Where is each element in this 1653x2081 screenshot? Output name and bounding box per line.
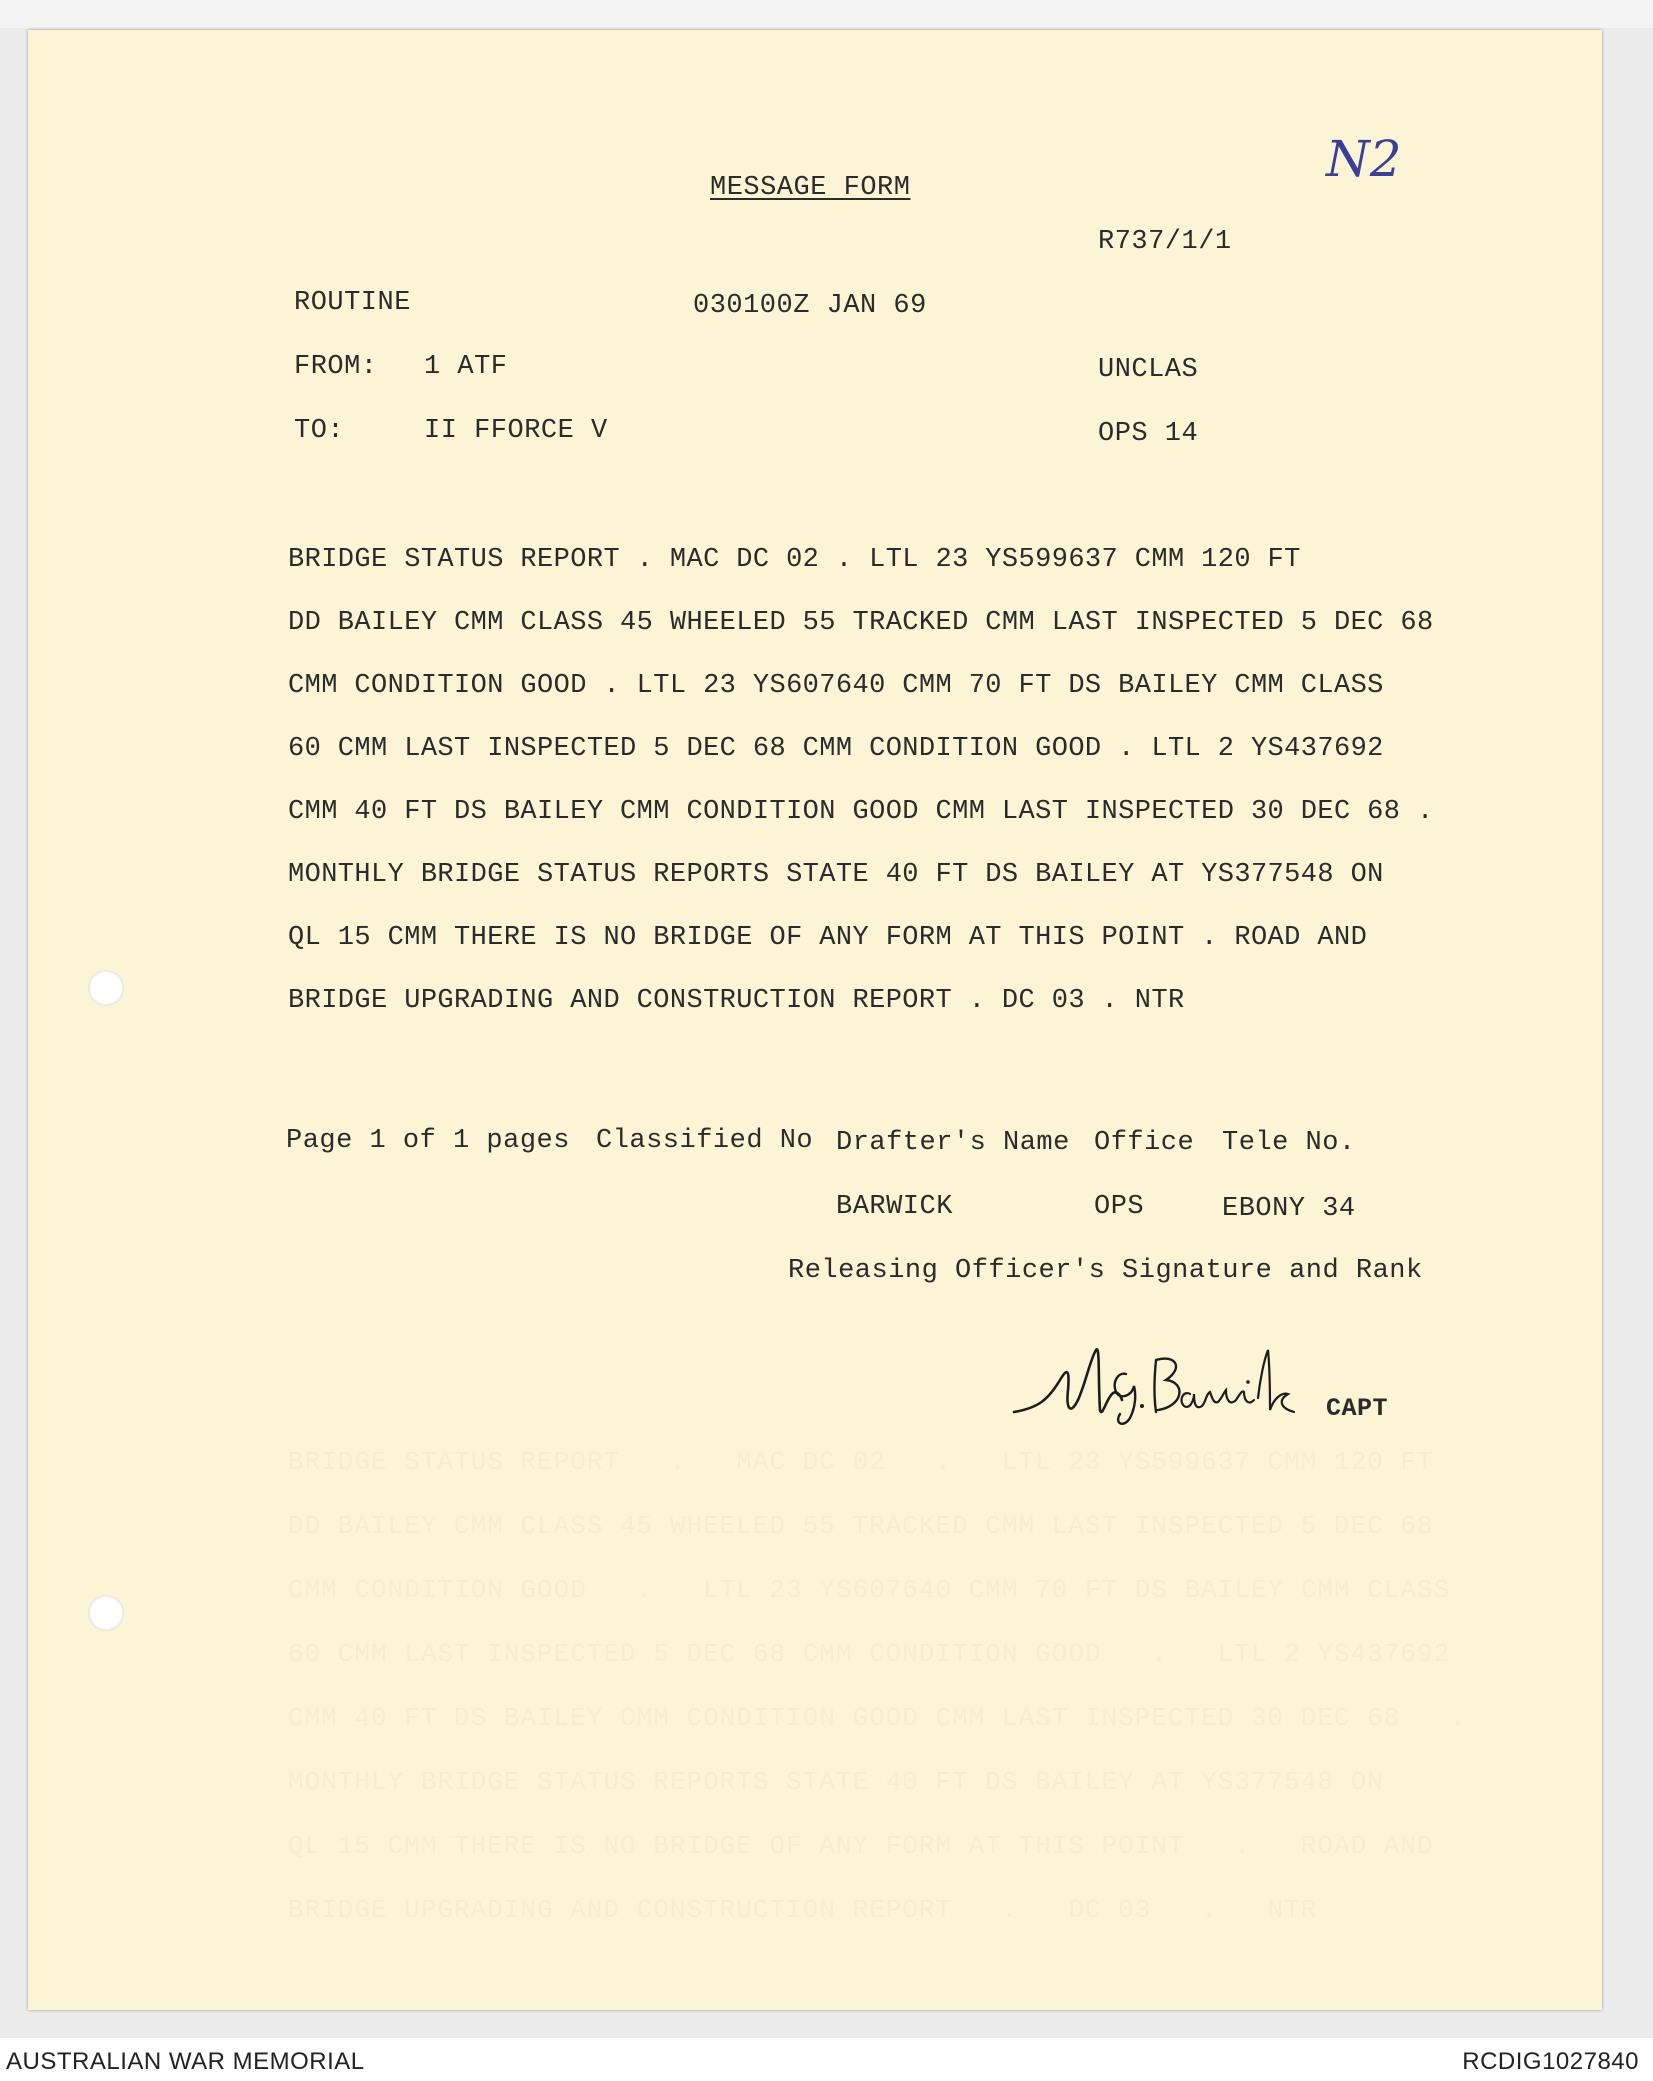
classification: UNCLAS: [1098, 355, 1199, 385]
message-body-line: MONTHLY BRIDGE STATUS REPORTS STATE 40 FT DS BAILEY AT YS377548 ON: [288, 860, 1384, 890]
office-value: OPS: [1094, 1192, 1145, 1222]
archive-institution: AUSTRALIAN WAR MEMORIAL: [6, 2048, 365, 2075]
tele-number-header: Tele No.: [1222, 1128, 1356, 1158]
releasing-officer-label: Releasing Officer's Signature and Rank: [788, 1256, 1423, 1286]
date-time-group: 030100Z JAN 69: [693, 291, 927, 321]
message-body-line: CMM CONDITION GOOD . LTL 23 YS607640 CMM 70 FT DS BAILEY CMM CLASS: [288, 671, 1384, 701]
signature: [1008, 1320, 1348, 1450]
originator-reference: OPS 14: [1098, 419, 1199, 449]
drafter-name-value: BARWICK: [836, 1192, 953, 1222]
message-body-line: BRIDGE STATUS REPORT . MAC DC 02 . LTL 23 YS599637 CMM 120 FT: [288, 545, 1301, 575]
drafter-name-header: Drafter's Name: [836, 1128, 1070, 1158]
signature-image: [1008, 1320, 1348, 1450]
archive-item-id: RCDIG1027840: [1462, 2048, 1639, 2075]
punch-hole-upper: [88, 970, 124, 1006]
office-header: Office: [1094, 1128, 1195, 1158]
show-through-text: BRIDGE STATUS REPORT . MAC DC 02 . LTL 23 YS599637 CMM 120 FT DD BAILEY CMM CLASS 45 WHEELED 55 TRACKED CMM LAST INSPECTED 5 DEC 68 CMM CONDITION GOOD . LTL 23 YS607640 CMM 70 FT DS BAILEY CMM CLASS 60 CMM LAST INSPECTED 5 DEC 68 CMM CONDITION GOOD . LTL 2 YS437692 CMM 40 FT DS BAILEY CMM CONDITION GOOD CMM LAST INSPECTED 30 DEC 68 . MONTHLY BRIDGE STATUS REPORTS STATE 40 FT DS BAILEY AT YS377548 ON QL 15 CMM THERE IS NO BRIDGE OF ANY FORM AT THIS POINT . ROAD AND BRIDGE UPGRADING AND CONSTRUCTION REPORT . DC 03 . NTR: [288, 1447, 1467, 1925]
message-body-line: QL 15 CMM THERE IS NO BRIDGE OF ANY FORM AT THIS POINT . ROAD AND: [288, 923, 1368, 953]
from-label: FROM:: [294, 352, 378, 382]
handwritten-mark: N2: [1326, 130, 1402, 188]
from-value: 1 ATF: [424, 352, 508, 382]
to-label: TO:: [294, 416, 345, 446]
form-title: MESSAGE FORM: [710, 173, 911, 203]
to-value: II FFORCE V: [424, 416, 608, 446]
precedence: ROUTINE: [294, 288, 411, 318]
message-body-line: DD BAILEY CMM CLASS 45 WHEELED 55 TRACKED CMM LAST INSPECTED 5 DEC 68: [288, 608, 1434, 638]
message-body-line: 60 CMM LAST INSPECTED 5 DEC 68 CMM CONDITION GOOD . LTL 2 YS437692: [288, 734, 1384, 764]
tele-number-value: EBONY 34: [1222, 1194, 1356, 1224]
page-count: Page 1 of 1 pages: [286, 1126, 570, 1156]
scan-top-edge: [0, 0, 1653, 28]
reference-number: R737/1/1: [1098, 227, 1232, 257]
signatory-rank: CAPT: [1326, 1394, 1389, 1423]
message-body-line: CMM 40 FT DS BAILEY CMM CONDITION GOOD CMM LAST INSPECTED 30 DEC 68 .: [288, 797, 1434, 827]
punch-hole-lower: [88, 1595, 124, 1631]
message-body-line: BRIDGE UPGRADING AND CONSTRUCTION REPORT . DC 03 . NTR: [288, 986, 1185, 1016]
classified-number-header: Classified No: [596, 1126, 814, 1156]
message-form-page: [28, 30, 1602, 2010]
